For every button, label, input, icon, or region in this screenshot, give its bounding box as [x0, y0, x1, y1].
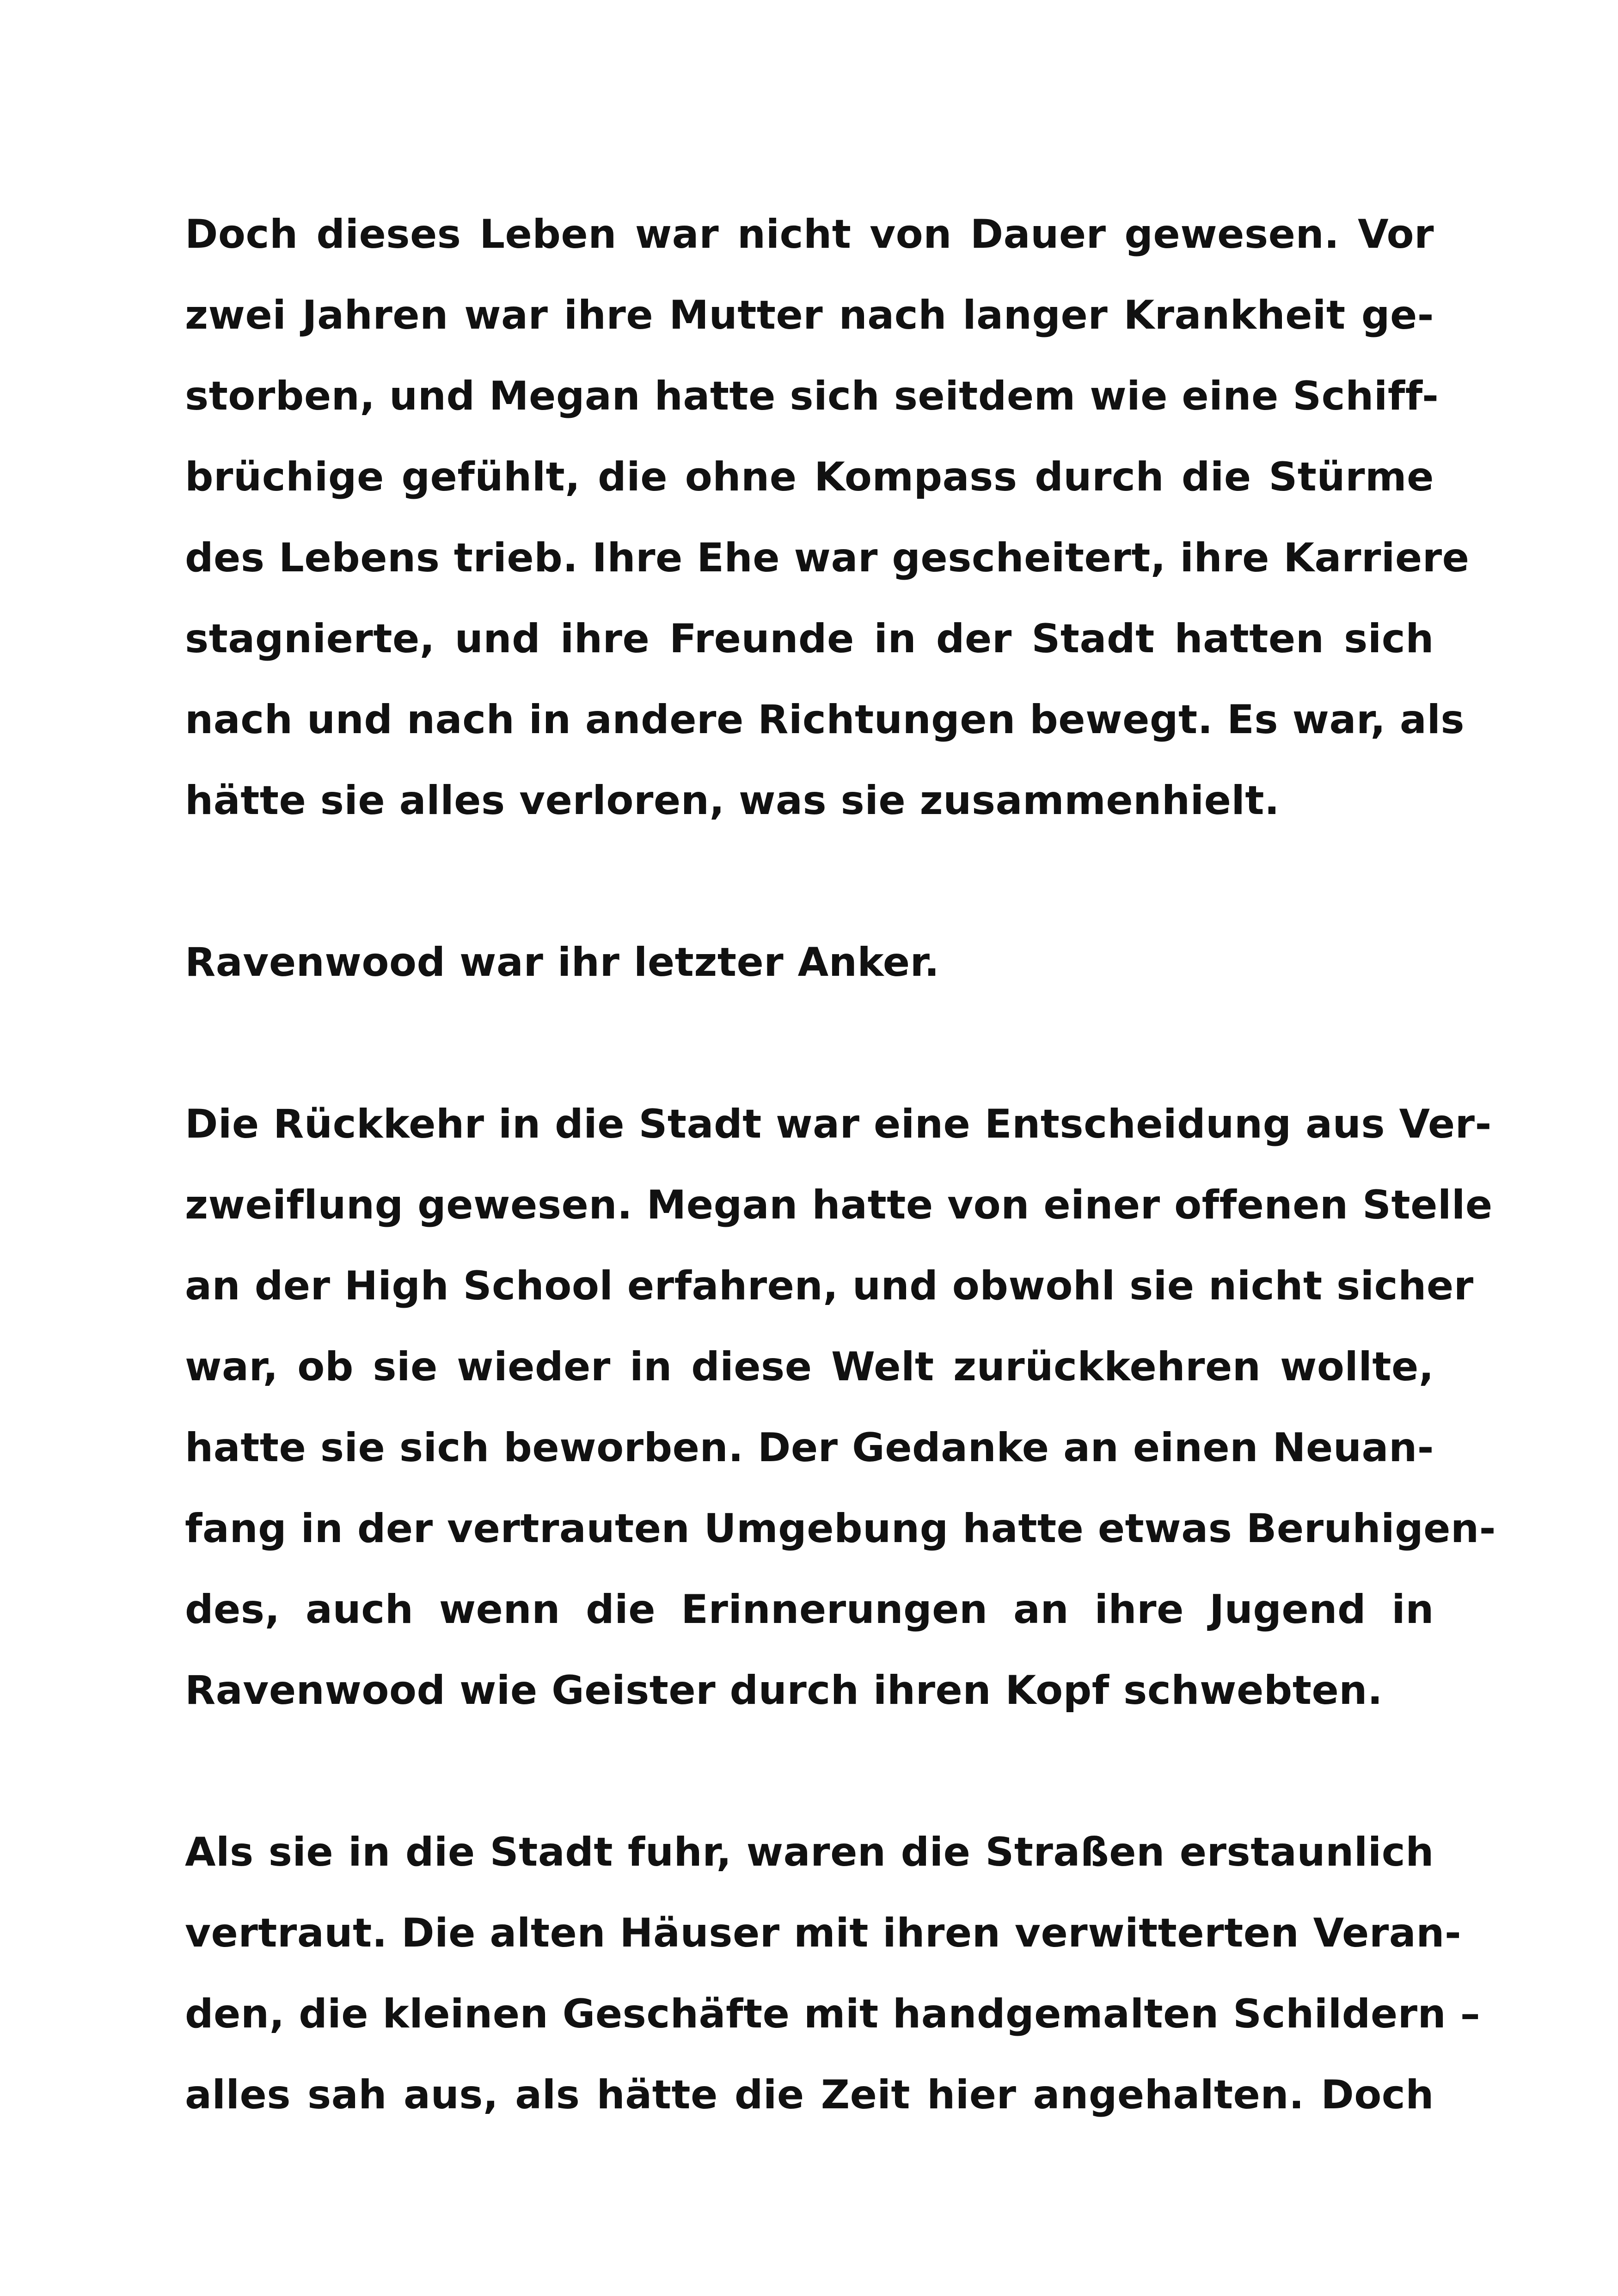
text-line: vertraut. Die alten Häuser mit ihren verwitterten Veran-: [185, 1910, 1462, 1956]
paragraph: [185, 922, 1434, 1003]
text-line: war, ob sie wieder in diese Welt zurückkehren wollte,: [185, 1344, 1434, 1390]
paragraph-spacing: [185, 1003, 1434, 1084]
text-line: Ravenwood wie Geister durch ihren Kopf schwebten.: [185, 1667, 1383, 1714]
text-line: fang in der vertrauten Umgebung hatte etwas Beruhigen-: [185, 1506, 1496, 1552]
paragraph-spacing: [185, 1731, 1434, 1812]
text-line: Die Rückkehr in die Stadt war eine Entscheidung aus Ver-: [185, 1101, 1492, 1147]
text-line: Als sie in die Stadt fuhr, waren die Straßen erstaunlich: [185, 1829, 1434, 1875]
text-line: des Lebens trieb. Ihre Ehe war gescheitert, ihre Karriere: [185, 535, 1470, 581]
text-line: nach und nach in andere Richtungen bewegt. Es war, als: [185, 697, 1465, 743]
text-line: hatte sie sich beworben. Der Gedanke an einen Neuan-: [185, 1425, 1434, 1471]
text-line: zweiflung gewesen. Megan hatte von einer offenen Stelle: [185, 1182, 1493, 1228]
paragraph-spacing: [185, 841, 1434, 922]
text-line: den, die kleinen Geschäfte mit handgemalten Schildern –: [185, 1991, 1481, 2037]
text-line: Ravenwood war ihr letzter Anker.: [185, 939, 940, 986]
paragraph: [185, 194, 1470, 841]
paragraph: [185, 1812, 1481, 2136]
text-line: Doch dieses Leben war nicht von Dauer gewesen. Vor: [185, 211, 1434, 257]
text-line: hätte sie alles verloren, was sie zusammenhielt.: [185, 778, 1280, 824]
text-line: storben, und Megan hatte sich seitdem wie eine Schiff-: [185, 373, 1439, 419]
text-line: des, auch wenn die Erinnerungen an ihre Jugend in: [185, 1586, 1434, 1633]
text-line: zwei Jahren war ihre Mutter nach langer Krankheit ge-: [185, 292, 1434, 338]
text-line: alles sah aus, als hätte die Zeit hier angehalten. Doch: [185, 2072, 1434, 2118]
text-line: an der High School erfahren, und obwohl sie nicht sicher: [185, 1263, 1474, 1309]
paragraph: [185, 1084, 1496, 1731]
text-line: stagnierte, und ihre Freunde in der Stadt hatten sich: [185, 616, 1434, 662]
body-text: [185, 194, 1496, 2136]
text-line: brüchige gefühlt, die ohne Kompass durch die Stürme: [185, 454, 1434, 500]
